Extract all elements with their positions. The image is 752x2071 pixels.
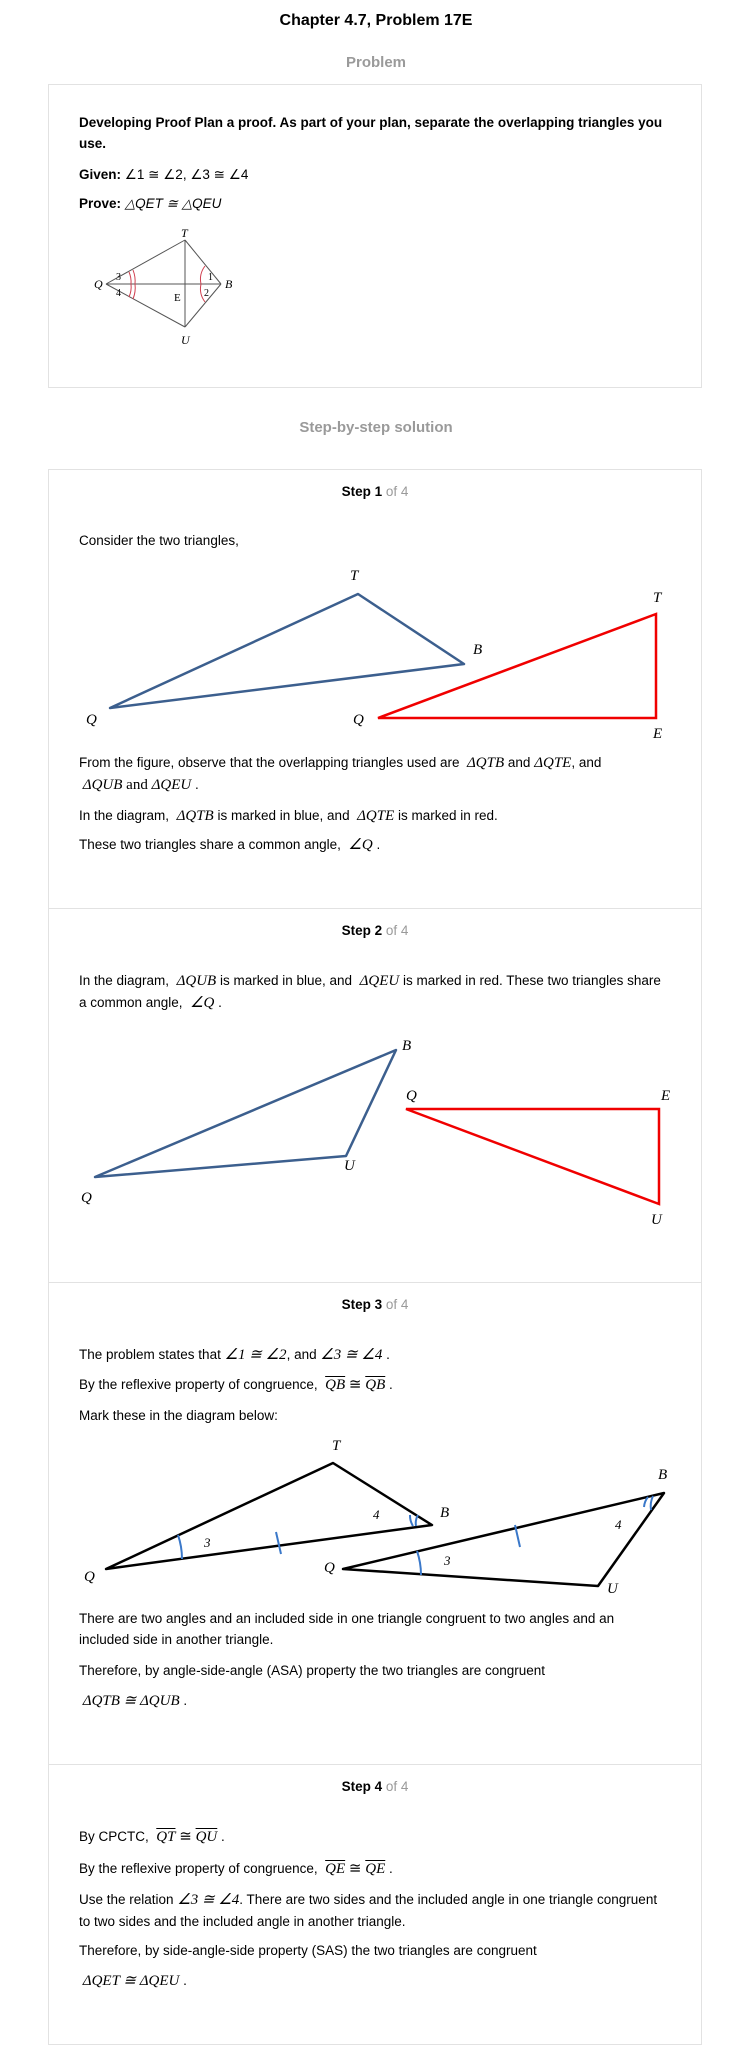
step-divider xyxy=(48,1282,702,1283)
step-4-para-1: By CPCTC, $\overline{QT}$ ≅ $\overline{QU}$ . xyxy=(79,1829,225,1845)
fig-label-2: 2 xyxy=(204,288,209,299)
step-3-para-2: By the reflexive property of congruence, $\overline{QB}$ ≅ $\overline{QB}$ . xyxy=(79,1377,393,1393)
fig-label-E: E xyxy=(174,292,181,304)
step-3-result: ΔQTB ≅ ΔQUB . xyxy=(82,1693,188,1709)
s3-angles-12: ∠1 ≅ ∠2 xyxy=(224,1347,287,1363)
s4-seg-qt: $\overline{QT}$ xyxy=(156,1829,176,1845)
s1-tri-qtb: ΔQTB xyxy=(176,808,214,824)
s3-label-3b: 3 xyxy=(444,1553,451,1568)
s3-label-Q1: Q xyxy=(84,1569,95,1585)
step-number: 4 xyxy=(374,1779,383,1794)
fig-label-U: U xyxy=(181,333,190,347)
s3-and: , and xyxy=(286,1347,317,1362)
s4-text: By the reflexive property of congruence, xyxy=(79,1861,318,1876)
s2-label-Q2: Q xyxy=(406,1088,417,1104)
step-3-header xyxy=(48,1297,702,1312)
s1-label-Q1: Q xyxy=(86,712,97,728)
step-1-para-3: These two triangles share a common angle, ∠Q . xyxy=(79,837,381,853)
s3-cong: ≅ xyxy=(348,1377,362,1393)
s3-text: By the reflexive property of congruence, xyxy=(79,1377,318,1392)
s2-label-B1: B xyxy=(402,1038,412,1054)
s1-label-T2: T xyxy=(653,590,662,606)
s2-text: is marked in red. These two triangles share a common angle, xyxy=(79,973,661,1010)
step-total: of 4 xyxy=(385,484,409,499)
step-number: 3 xyxy=(374,1297,383,1312)
step-2-figure xyxy=(48,1032,702,1232)
s1-angle-q: ∠Q xyxy=(348,837,373,853)
step-1-para-1: From the figure, observe that the overlapping triangles used are ΔQTB and ΔQTE, and ΔQUB and ΔQEU . xyxy=(79,755,602,793)
s3-label-3a: 3 xyxy=(204,1535,211,1550)
s1-text: From the figure, observe that the overlapping triangles used are xyxy=(79,755,460,770)
s3-text: The problem states that xyxy=(79,1347,221,1362)
step-total: of 4 xyxy=(385,923,409,938)
fig-label-B: B xyxy=(225,277,233,291)
s1-tri-qtb: ΔQTB xyxy=(466,755,505,771)
problem-statement: Developing Proof Plan a proof. As part of your plan, separate the overlapping triangles you use. xyxy=(79,115,663,151)
problem-figure xyxy=(84,222,254,350)
problem-label: Problem xyxy=(345,54,406,71)
step-1-intro: Consider the two triangles, xyxy=(79,533,239,548)
s2-label-E2: E xyxy=(661,1088,671,1104)
step-word: Step xyxy=(341,1297,371,1312)
s1-text: These two triangles share a common angle, xyxy=(79,837,341,852)
prove-line xyxy=(79,193,664,214)
s2-label-U1: U xyxy=(344,1158,355,1174)
step-divider xyxy=(48,908,702,909)
s1-label-E2: E xyxy=(653,726,663,742)
given-line xyxy=(79,164,664,185)
step-4-para-2: By the reflexive property of congruence, $\overline{QE}$ ≅ $\overline{QE}$ . xyxy=(79,1861,393,1877)
step-word: Step xyxy=(341,1779,371,1794)
s3-seg-qb: $\overline{QB}$ xyxy=(325,1377,346,1393)
s3-label-Q2: Q xyxy=(324,1560,335,1576)
s4-text: Use the relation xyxy=(79,1892,174,1907)
s1-tri-qeu: ΔQEU xyxy=(151,777,192,793)
step-2-para-1: In the diagram, ΔQUB is marked in blue, and ΔQEU is marked in red. These two triangles share a common angle, ∠Q . xyxy=(79,973,661,1011)
s1-tri-qte: ΔQTE xyxy=(534,755,572,771)
given-value: ∠1 ≅ ∠2, ∠3 ≅ ∠4 xyxy=(124,167,249,182)
step-4-result: ΔQET ≅ ΔQEU . xyxy=(82,1973,187,1989)
s1-label-Q2: Q xyxy=(353,712,364,728)
prove-label: Prove: xyxy=(79,196,122,211)
s1-label-B1: B xyxy=(473,642,483,658)
s2-text: is marked in blue, and xyxy=(219,973,353,988)
step-3-para-4: There are two angles and an included side in one triangle congruent to two angles and an included side in another triangle. xyxy=(79,1611,615,1647)
s3-label-4a: 4 xyxy=(373,1507,380,1522)
fig-label-4: 4 xyxy=(116,288,121,299)
given-label: Given: xyxy=(79,167,122,182)
s4-seg-qe-2: $\overline{QE}$ xyxy=(365,1861,386,1877)
fig-label-Q: Q xyxy=(94,277,103,291)
s3-angles-34: ∠3 ≅ ∠4 xyxy=(320,1347,383,1363)
step-total: of 4 xyxy=(385,1779,409,1794)
prove-value: △QET ≅ △QEU xyxy=(124,196,222,211)
s3-label-B2: B xyxy=(658,1467,668,1483)
step-1-figure xyxy=(48,560,702,750)
s1-and-2: and xyxy=(126,777,148,793)
s1-tri-qte: ΔQTE xyxy=(357,808,395,824)
s3-label-4b: 4 xyxy=(615,1517,622,1532)
s4-seg-qe: $\overline{QE}$ xyxy=(325,1861,346,1877)
page-title: Chapter 4.7, Problem 17E xyxy=(279,12,473,29)
step-1-header xyxy=(48,484,702,499)
s2-tri-qub: ΔQUB xyxy=(176,973,217,989)
s3-seg-qb-2: $\overline{QB}$ xyxy=(365,1377,386,1393)
step-number: 2 xyxy=(374,923,383,938)
solution-label: Step-by-step solution xyxy=(299,419,453,436)
s1-comma-and: , and xyxy=(571,755,602,770)
step-4-header xyxy=(48,1779,702,1794)
s2-angle-q: ∠Q xyxy=(190,995,215,1011)
s1-label-T1: T xyxy=(350,568,359,584)
s3-label-U2: U xyxy=(607,1581,618,1597)
s3-label-B1: B xyxy=(440,1505,450,1521)
s2-text: In the diagram, xyxy=(79,973,170,988)
step-number: 1 xyxy=(374,484,383,499)
s4-text: By CPCTC, xyxy=(79,1829,149,1844)
step-divider xyxy=(48,1764,702,1765)
step-4-para-3 xyxy=(79,1889,664,1932)
s2-label-Q1: Q xyxy=(81,1190,92,1206)
s1-text: is marked in red. xyxy=(398,808,498,823)
fig-label-3: 3 xyxy=(116,272,121,283)
s4-result: ΔQET ≅ ΔQEU xyxy=(82,1973,180,1989)
s4-seg-qu: $\overline{QU}$ xyxy=(195,1829,218,1845)
s2-label-U2: U xyxy=(651,1212,662,1228)
step-4-para-4: Therefore, by side-angle-side property (SAS) the two triangles are congruent xyxy=(79,1943,537,1958)
s1-text: In the diagram, xyxy=(79,808,170,823)
s1-and: and xyxy=(507,755,531,770)
s4-relation: ∠3 ≅ ∠4 xyxy=(177,1892,240,1908)
step-2-header xyxy=(48,923,702,938)
step-3-para-1: The problem states that ∠1 ≅ ∠2, and ∠3 ≅ ∠4 . xyxy=(79,1347,390,1363)
fig-label-T: T xyxy=(181,226,188,240)
step-3-para-3: Mark these in the diagram below: xyxy=(79,1408,278,1423)
fig-label-1: 1 xyxy=(208,272,213,283)
s4-text: . There are two sides and the included angle in one triangle congruent to two sides and the included angle in another triangle. xyxy=(79,1892,658,1929)
step-total: of 4 xyxy=(385,1297,409,1312)
s4-cong: ≅ xyxy=(179,1829,192,1845)
step-3-figure xyxy=(48,1433,702,1603)
s4-cong: ≅ xyxy=(348,1861,362,1877)
step-3-para-5: Therefore, by angle-side-angle (ASA) property the two triangles are congruent xyxy=(79,1663,546,1678)
s2-tri-qeu: ΔQEU xyxy=(359,973,400,989)
s1-text: is marked in blue, and xyxy=(217,808,350,823)
step-1-para-2 xyxy=(79,805,664,827)
s3-result: ΔQTB ≅ ΔQUB xyxy=(82,1693,180,1709)
step-word: Step xyxy=(341,484,371,499)
step-word: Step xyxy=(341,923,371,938)
s3-label-T1: T xyxy=(332,1438,341,1454)
s1-tri-qub: ΔQUB xyxy=(82,777,123,793)
